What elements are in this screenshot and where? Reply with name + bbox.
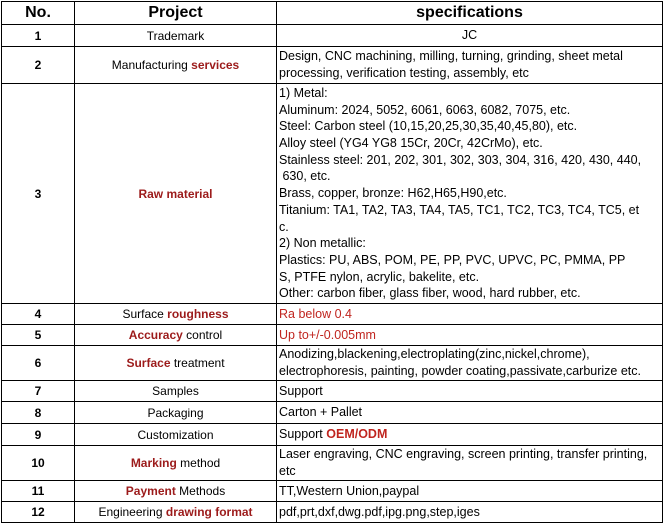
table-row (2, 481, 663, 502)
project-cell (75, 502, 277, 523)
project-cell (75, 47, 277, 84)
spec-line: 630, etc. (279, 169, 331, 184)
project-label: Samples (152, 384, 199, 398)
project-cell (75, 325, 277, 346)
spec-line: S, PTFE nylon, acrylic, bakelite, etc. (279, 269, 480, 284)
project-cell (75, 84, 277, 304)
project-highlight: Payment (125, 484, 176, 498)
spec-line: Titanium: TA1, TA2, TA3, TA4, TA5, TC1, TC2, TC3, TC4, TC5, et (279, 202, 640, 217)
spec-highlight: OEM/ODM (326, 427, 388, 442)
spec-line: 1) Metal: (279, 85, 328, 100)
row-number: 2 (2, 47, 75, 84)
table-row (2, 84, 663, 304)
header-specifications: specifications (277, 2, 663, 25)
specifications-table (1, 1, 663, 523)
table-row (2, 402, 663, 424)
spec-line: Alloy steel (YG4 YG8 15Cr, 20Cr, 42CrMo), etc. (279, 136, 543, 151)
project-highlight: Raw material (138, 186, 213, 201)
project-label: control (182, 328, 223, 342)
table-row (2, 25, 663, 47)
project-cell (75, 381, 277, 402)
row-number: 12 (2, 502, 75, 523)
project-cell (75, 481, 277, 502)
table-row (2, 346, 663, 381)
project-label: method (176, 456, 221, 470)
spec-line: Plastics: PU, ABS, POM, PE, PP, PVC, UPVC, PC, PMMA, PP (279, 252, 626, 267)
table-row (2, 424, 663, 446)
spec-cell: Laser engraving, CNC engraving, screen printing, transfer printing, etc (277, 446, 663, 481)
project-cell (75, 424, 277, 446)
header-project: Project (75, 2, 277, 25)
spec-cell (277, 424, 663, 446)
row-number: 9 (2, 424, 75, 446)
project-label: Manufacturing (111, 58, 192, 72)
project-cell (75, 346, 277, 381)
table-row (2, 47, 663, 84)
project-highlight: services (191, 58, 240, 72)
row-number: 1 (2, 25, 75, 47)
project-label: Methods (175, 484, 226, 498)
row-number: 11 (2, 481, 75, 502)
project-label: Surface (122, 307, 168, 321)
table-row (2, 304, 663, 325)
row-number: 5 (2, 325, 75, 346)
spec-cell: TT,Western Union,paypal (277, 481, 663, 502)
project-highlight: Surface (126, 356, 171, 370)
spec-cell: JC (277, 25, 663, 47)
row-number: 10 (2, 446, 75, 481)
project-highlight: Marking (130, 456, 177, 470)
table-row (2, 325, 663, 346)
row-number: 8 (2, 402, 75, 424)
spec-line: Brass, copper, bronze: H62,H65,H90,etc. (279, 186, 507, 201)
header-no: No. (2, 2, 75, 25)
project-cell (75, 25, 277, 47)
project-label: Customization (137, 427, 214, 442)
row-number: 3 (2, 84, 75, 304)
spec-cell (277, 84, 663, 304)
spec-line: Aluminum: 2024, 5052, 6061, 6063, 6082, 7075, etc. (279, 102, 571, 117)
spec-line: c. (279, 219, 289, 234)
spec-line: Stainless steel: 201, 202, 301, 302, 303, 304, 316, 420, 430, 440, (279, 152, 642, 167)
spec-line: 2) Non metallic: (279, 236, 366, 251)
spec-cell: Up to+/-0.005mm (277, 325, 663, 346)
project-cell (75, 304, 277, 325)
spec-text: Support (279, 427, 327, 442)
project-cell (75, 446, 277, 481)
project-highlight: roughness (167, 307, 229, 321)
header-row (2, 2, 663, 25)
row-number: 6 (2, 346, 75, 381)
project-highlight: Accuracy (128, 328, 183, 342)
row-number: 4 (2, 304, 75, 325)
project-label: Trademark (146, 28, 205, 43)
spec-line: Steel: Carbon steel (10,15,20,25,30,35,40,45,80), etc. (279, 119, 578, 134)
table-row (2, 381, 663, 402)
spec-cell: Anodizing,blackening,electroplating(zinc,nickel,chrome), electrophoresis, painting, powder coating,passivate,carburize etc. (277, 346, 663, 381)
project-label: Packaging (147, 405, 204, 420)
spec-cell: Ra below 0.4 (277, 304, 663, 325)
project-label: treatment (170, 356, 225, 370)
spec-line: Other: carbon fiber, glass fiber, wood, hard rubber, etc. (279, 286, 581, 301)
spec-cell: Support (277, 381, 663, 402)
project-label: Engineering (98, 505, 166, 519)
project-cell (75, 402, 277, 424)
spec-cell: Carton + Pallet (277, 402, 663, 424)
table-row (2, 446, 663, 481)
spec-cell: Design, CNC machining, milling, turning, grinding, sheet metal processing, verification testing, assembly, etc (277, 47, 663, 84)
table-row (2, 502, 663, 523)
project-highlight: drawing format (165, 505, 253, 519)
spec-cell: pdf,prt,dxf,dwg.pdf,ipg.png,step,iges (277, 502, 663, 523)
row-number: 7 (2, 381, 75, 402)
